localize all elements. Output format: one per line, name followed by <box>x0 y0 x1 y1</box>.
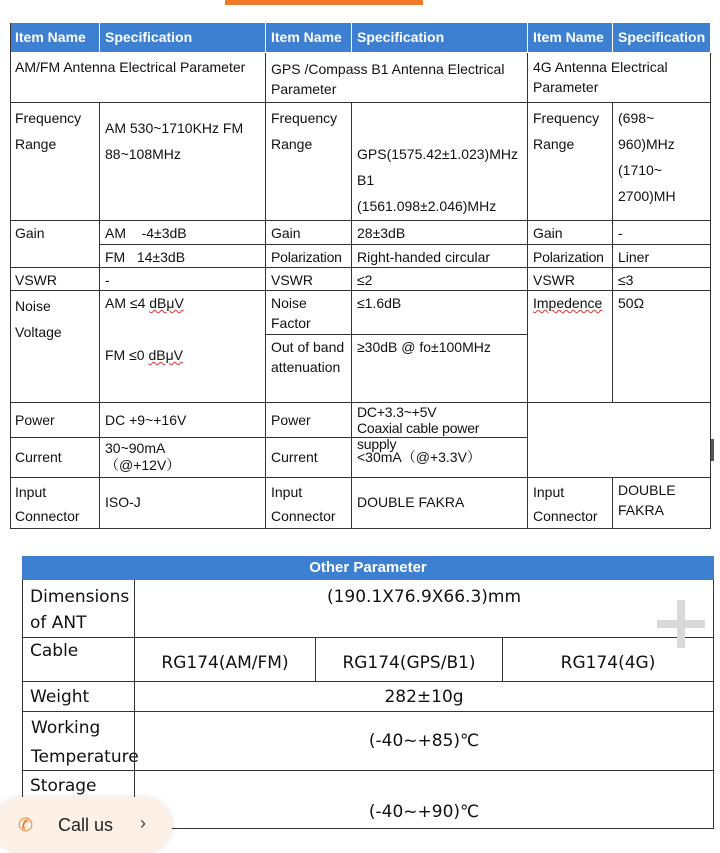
gps-power-line-1: DC+3.3~+5V <box>357 404 437 420</box>
am-noise-am-prefix: AM ≤4 <box>105 295 150 311</box>
gps-current-label: Current <box>266 438 352 478</box>
g4-connector-value <box>613 478 711 529</box>
cable-am-value: RG174(AM/FM) <box>135 638 316 682</box>
g4-vswr-label: VSWR <box>528 268 613 291</box>
gps-frequency-line-1: GPS(1575.42±1.023)MHz <box>357 146 518 162</box>
am-connector-label-2: Connector <box>15 508 80 524</box>
g4-connector-label-1: Input <box>533 484 565 500</box>
gps-oob-label: Out of band attenuation <box>266 335 352 403</box>
g4-frequency-line-3: (1710~ <box>618 162 662 178</box>
g4-connector-line-2: FAKRA <box>618 502 664 518</box>
g4-frequency-line-4: 2700)MH <box>618 188 676 204</box>
working-temperature-label <box>22 712 139 771</box>
gps-polarization-value: Right-handed circular <box>352 245 528 268</box>
am-noise-fm <box>105 345 260 365</box>
gps-vswr-value: ≤2 <box>352 268 528 291</box>
storage-value: (-40~+90)℃ <box>135 771 714 829</box>
cable-label: Cable <box>22 638 135 682</box>
am-fm-section-title: AM/FM Antenna Electrical Parameter <box>10 53 266 103</box>
g4-frequency-line-2: 960)MHz <box>618 136 675 152</box>
gps-current-value: <30mA（@+3.3V） <box>352 438 528 478</box>
gps-frequency-line-3: (1561.098±2.046)MHz <box>357 198 497 214</box>
g4-gain-label: Gain <box>528 221 613 245</box>
plus-icon[interactable] <box>657 600 705 648</box>
gps-oob-value: ≥30dB @ fo±100MHz <box>352 335 528 403</box>
top-accent-bar <box>225 0 423 5</box>
other-parameter-table <box>22 556 714 829</box>
header-specification-1: Specification <box>100 23 266 53</box>
gps-noise-value: ≤1.6dB <box>352 291 528 335</box>
gps-gain-label: Gain <box>266 221 352 245</box>
g4-empty-cell <box>528 403 711 478</box>
gps-connector-label <box>266 478 352 529</box>
g4-section-title: 4G Antenna Electrical Parameter <box>528 53 711 103</box>
am-gain-am <box>100 221 266 245</box>
am-frequency-label: Frequency Range <box>10 103 100 221</box>
am-power-value: DC +9~+16V <box>100 403 266 438</box>
am-current-value <box>100 438 266 478</box>
header-specification-3: Specification <box>613 23 711 53</box>
gps-gain-value: 28±3dB <box>352 221 528 245</box>
gps-noise-label: Noise Factor <box>266 291 352 335</box>
cable-4g-value: RG174(4G) <box>503 638 714 682</box>
am-connector-label <box>10 478 100 529</box>
gps-vswr-label: VSWR <box>266 268 352 291</box>
g4-connector-line-1: DOUBLE <box>618 482 676 498</box>
am-noise-fm-unit: dBμV <box>148 347 183 363</box>
g4-impedance-value: 50Ω <box>613 291 711 403</box>
am-gain-am-value: -4±3dB <box>141 225 187 241</box>
gps-power-label: Power <box>266 403 352 438</box>
header-item-name-3: Item Name <box>528 23 613 53</box>
cable-gps-value: RG174(GPS/B1) <box>316 638 503 682</box>
am-gain-label: Gain <box>10 221 100 268</box>
g4-impedance-label <box>528 291 613 403</box>
am-frequency-value: AM 530~1710KHz FM 88~108MHz <box>100 103 266 221</box>
working-temperature-value: (-40~+85)℃ <box>135 712 714 771</box>
header-item-name-2: Item Name <box>266 23 352 53</box>
other-parameter-title: Other Parameter <box>22 556 714 580</box>
am-noise-fm-prefix: FM ≤0 <box>105 347 149 363</box>
gps-polarization-label: Polarization <box>266 245 352 268</box>
g4-connector-label-2: Connector <box>533 508 598 524</box>
phone-icon[interactable]: ✆ <box>18 815 34 835</box>
g4-gain-value: - <box>613 221 711 245</box>
gps-section-title: GPS /Compass B1 Antenna Electrical Parameter <box>266 53 528 103</box>
gps-connector-label-2: Connector <box>271 508 336 524</box>
dimensions-value: (190.1X76.9X66.3)mm <box>135 580 714 638</box>
weight-label: Weight <box>22 682 135 712</box>
working-label-line-2: Temperature <box>31 747 139 767</box>
gps-frequency-label: Frequency Range <box>266 103 352 221</box>
g4-frequency-line-1: (698~ <box>618 110 655 126</box>
header-specification-2: Specification <box>352 23 528 53</box>
gps-power-value <box>352 403 528 452</box>
am-vswr-value: - <box>100 268 266 291</box>
scroll-indicator <box>711 439 714 461</box>
g4-impedance-label-text: Impedence <box>533 295 603 311</box>
g4-polarization-label: Polarization <box>528 245 613 268</box>
am-noise-label: Noise Voltage <box>10 291 100 403</box>
am-gain-am-label: AM <box>105 225 126 241</box>
g4-polarization-value: Liner <box>613 245 711 268</box>
g4-frequency-label: Frequency Range <box>528 103 613 221</box>
am-gain-fm-label: FM <box>105 249 126 265</box>
header-item-name-1: Item Name <box>10 23 100 53</box>
am-gain-fm-value: 14±3dB <box>136 249 186 265</box>
am-gain-fm <box>100 245 266 268</box>
g4-frequency-value <box>613 103 711 221</box>
am-current-label: Current <box>10 438 100 478</box>
am-noise-am <box>105 293 260 313</box>
dimensions-label: Dimensions of ANT <box>22 580 135 638</box>
am-connector-value: ISO-J <box>100 478 266 529</box>
chevron-right-icon[interactable]: › <box>140 813 146 833</box>
am-power-label: Power <box>10 403 100 438</box>
am-vswr-label: VSWR <box>10 268 100 291</box>
am-current-line-2: （@+12V） <box>105 457 181 473</box>
call-us-label[interactable]: Call us <box>58 815 114 835</box>
gps-connector-value: DOUBLE FAKRA <box>352 478 528 529</box>
spec-table <box>10 23 711 529</box>
am-current-line-1: 30~90mA <box>105 440 166 456</box>
g4-connector-label <box>528 478 613 529</box>
gps-connector-label-1: Input <box>271 484 303 500</box>
gps-frequency-line-2: B1 <box>357 172 375 188</box>
gps-frequency-value <box>352 103 528 221</box>
weight-value: 282±10g <box>135 682 714 712</box>
g4-vswr-value: ≤3 <box>613 268 711 291</box>
am-connector-label-1: Input <box>15 484 47 500</box>
working-label-line-1: Working <box>31 718 101 738</box>
storage-label: Storage <box>22 771 135 829</box>
gps-power-line-2: Coaxial cable power supply <box>357 420 480 452</box>
am-noise-value <box>100 291 266 403</box>
am-noise-am-unit: dBμV <box>149 295 184 311</box>
